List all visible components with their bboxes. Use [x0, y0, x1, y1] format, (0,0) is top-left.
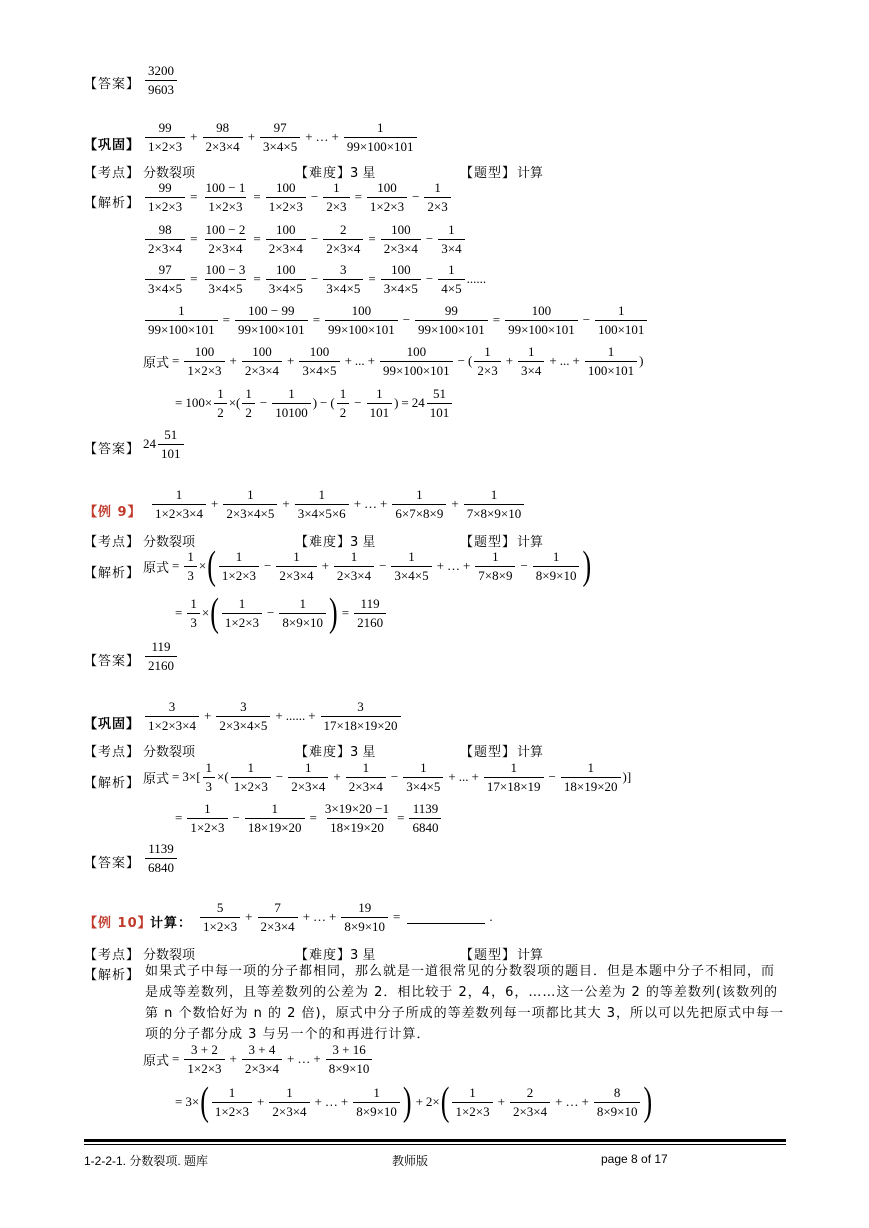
analysis-line: = $\frac{1}{1\times 2\times 3}$ − $\frac{1}{18\times 19\times 20}$ = $\frac{3\times 19\times 20 -1}{18\times 19\times 20}$ = $\frac{1139}{6840}$: [172, 802, 443, 834]
consolidate-label: 【巩固】: [84, 138, 141, 153]
fraction: $\frac{3200}{9603}$: [145, 64, 177, 96]
consolidate-1-problem: $\frac{99}{1\times 2\times 3}$ + $\frac{98}{2\times 3\times 4}$ + $\frac{97}{3\times 4\times 5}$ + … + $\frac{1}{99\times 100\times 101}$: [143, 121, 419, 153]
analysis-line: = $\frac{1}{3}$ × ( $\frac{1}{1\times 2\times 3}$ − $\frac{1}{8\times 9\times 10}$ ) = $\frac{119}{2160}$: [172, 597, 388, 629]
answer-label: 【答案】: [84, 654, 141, 669]
qtype-value: 计算: [517, 745, 544, 760]
compute-label: 计算：: [150, 916, 193, 931]
difficulty-label: 【难度】: [295, 745, 352, 760]
point-value: 分数裂项: [143, 948, 196, 963]
difficulty-label: 【难度】: [295, 948, 352, 963]
analysis-line: 原式 = 3×[ $\frac{1}{3}$ ×( $\frac{1}{1\times 2\times 3}$ − $\frac{1}{2\times 3\times 4}$ + $\frac{1}{2\times 3\times 4}$ − $\frac{1}{3\times 4\times 5}$ + ... + $\frac{1}{17\times 18\times 19}$ − $\frac{1}{18\times 19\times 20}$ )]: [143, 760, 632, 794]
answer-value: 24 $\frac{51}{101}$: [143, 428, 186, 460]
top-answer: [143, 64, 179, 96]
analysis-label: 【解析】: [84, 776, 141, 791]
analysis-line: $\frac{99}{1\times 2\times 3}$ = $\frac{100 - 1}{1\times 2\times 3}$ = $\frac{100}{1\times 2\times 3}$ − $\frac{1}{2\times 3}$ = $\frac{100}{1\times 2\times 3}$ − $\frac{1}{2\times 3}$: [143, 181, 453, 213]
answer-label: 【答案】: [84, 442, 141, 457]
footer-left: 1-2-2-1. 分数裂项. 题库: [84, 1154, 209, 1168]
example-10-label: 【例 10】: [84, 916, 152, 931]
point-label: 【考点】: [84, 535, 141, 550]
point-label: 【考点】: [84, 166, 141, 181]
answer-label: 【答案】: [84, 77, 141, 92]
example-9-label: 【例 9】: [84, 505, 142, 520]
analysis-line: 原式 = $\frac{100}{1\times 2\times 3}$ + $\frac{100}{2\times 3\times 4}$ + $\frac{100}{3\times 4\times 5}$ + ... + $\frac{100}{99\times 100\times 101}$ − ( $\frac{1}{2\times 3}$ + $\frac{1}{3\times 4}$ + ... + $\frac{1}{100\times 101}$ ): [143, 344, 644, 378]
difficulty-value: 3 星: [350, 948, 376, 963]
answer-value: $\frac{1139}{6840}$: [143, 842, 179, 874]
footer-rule-thin: [84, 1144, 786, 1145]
analysis-label: 【解析】: [84, 968, 141, 983]
qtype-value: 计算: [517, 535, 544, 550]
analysis-line: $\frac{1}{99\times 100\times 101}$ = $\frac{100 - 99}{99\times 100\times 101}$ = $\frac{100}{99\times 100\times 101}$ − $\frac{99}{99\times 100\times 101}$ = $\frac{100}{99\times 100\times 101}$ − $\frac{1}{100\times 101}$: [143, 304, 649, 336]
answer-value: $\frac{119}{2160}$: [143, 640, 179, 672]
analysis-line: 原式 = $\frac{1}{3}$ × ( $\frac{1}{1\times 2\times 3}$ − $\frac{1}{2\times 3\times 4}$ + $\frac{1}{2\times 3\times 4}$ − $\frac{1}{3\times 4\times 5}$ + … + $\frac{1}{7\times 8\times 9}$ − $\frac{1}{8\times 9\times 10}$ ): [143, 542, 592, 588]
qtype-value: 计算: [517, 948, 544, 963]
answer-label: 【答案】: [84, 856, 141, 871]
analysis-label: 【解析】: [84, 196, 141, 211]
qtype-label: 【题型】: [460, 166, 517, 181]
consolidate-label: 【巩固】: [84, 717, 141, 732]
qtype-label: 【题型】: [460, 948, 517, 963]
qtype-value: 计算: [517, 166, 544, 181]
example-9-problem: $\frac{1}{1\times 2\times 3\times 4}$ + $\frac{1}{2\times 3\times 4\times 5}$ + $\frac{1}{3\times 4\times 5\times 6}$ + … + $\frac{1}{6\times 7\times 8\times 9}$ + $\frac{1}{7\times 8\times 9\times 10}$: [150, 488, 526, 520]
footer-rule-thick: [84, 1139, 786, 1142]
difficulty-label: 【难度】: [295, 535, 352, 550]
analysis-line: $\frac{98}{2\times 3\times 4}$ = $\frac{100 - 2}{2\times 3\times 4}$ = $\frac{100}{2\times 3\times 4}$ − $\frac{2}{2\times 3\times 4}$ = $\frac{100}{2\times 3\times 4}$ − $\frac{1}{3\times 4}$: [143, 223, 467, 255]
qtype-label: 【题型】: [460, 745, 517, 760]
difficulty-value: 3 星: [350, 745, 376, 760]
analysis-line: 原式 = $\frac{3 + 2}{1\times 2\times 3}$ + $\frac{3 + 4}{2\times 3\times 4}$ + … + $\frac{3 + 16}{8\times 9\times 10}$: [143, 1043, 374, 1075]
analysis-label: 【解析】: [84, 566, 141, 581]
difficulty-label: 【难度】: [295, 166, 352, 181]
page-number: page 8 of 17: [601, 1152, 668, 1166]
answer-blank: [407, 911, 485, 924]
example-10-problem: $\frac{5}{1\times 2\times 3}$ + $\frac{7}{2\times 3\times 4}$ + … + $\frac{19}{8\times 9\times 10}$ = .: [198, 901, 493, 933]
qtype-label: 【题型】: [460, 535, 517, 550]
analysis-line: $\frac{97}{3\times 4\times 5}$ = $\frac{100 - 3}{3\times 4\times 5}$ = $\frac{100}{3\times 4\times 5}$ − $\frac{3}{3\times 4\times 5}$ = $\frac{100}{3\times 4\times 5}$ − $\frac{1}{4\times 5}$ ......: [143, 263, 486, 295]
consolidate-2-problem: $\frac{3}{1\times 2\times 3\times 4}$ + $\frac{3}{2\times 3\times 4\times 5}$ + ...... + $\frac{3}{17\times 18\times 19\times 20}$: [143, 700, 403, 732]
analysis-line: = 3× ( $\frac{1}{1\times 2\times 3}$ + $\frac{1}{2\times 3\times 4}$ + … + $\frac{1}{8\times 9\times 10}$ ) + 2× ( $\frac{1}{1\times 2\times 3}$ + $\frac{2}{2\times 3\times 4}$ + … + $\frac{8}{8\times 9\times 10}$ ): [175, 1078, 653, 1124]
difficulty-value: 3 星: [350, 166, 376, 181]
point-label: 【考点】: [84, 745, 141, 760]
analysis-paragraph: 如果式子中每一项的分子都相同，那么就是一道很常见的分数裂项的题目．但是本题中分子不相同，而是成等差数列，且等差数列的公差为 2．相比较于 2，4，6，……这一公差为 2 的等差数列(该数列的第 n 个数恰好为 n 的 2 倍)，原式中分子所成的等差数列每一项都比其大 3，所以可以先把原式中每一项的分子都分成 3 与另一个的和再进行计算．: [145, 964, 785, 1042]
point-value: 分数裂项: [143, 166, 196, 181]
point-value: 分数裂项: [143, 535, 196, 550]
footer-center: 教师版: [392, 1154, 429, 1168]
point-label: 【考点】: [84, 948, 141, 963]
difficulty-value: 3 星: [350, 535, 376, 550]
point-value: 分数裂项: [143, 745, 196, 760]
analysis-line: = 100× $\frac{1}{2}$ ×( $\frac{1}{2}$ − $\frac{1}{10100}$ ) − ( $\frac{1}{2}$ − $\frac{1}{101}$ ) = 24 $\frac{51}{101}$: [172, 387, 454, 419]
